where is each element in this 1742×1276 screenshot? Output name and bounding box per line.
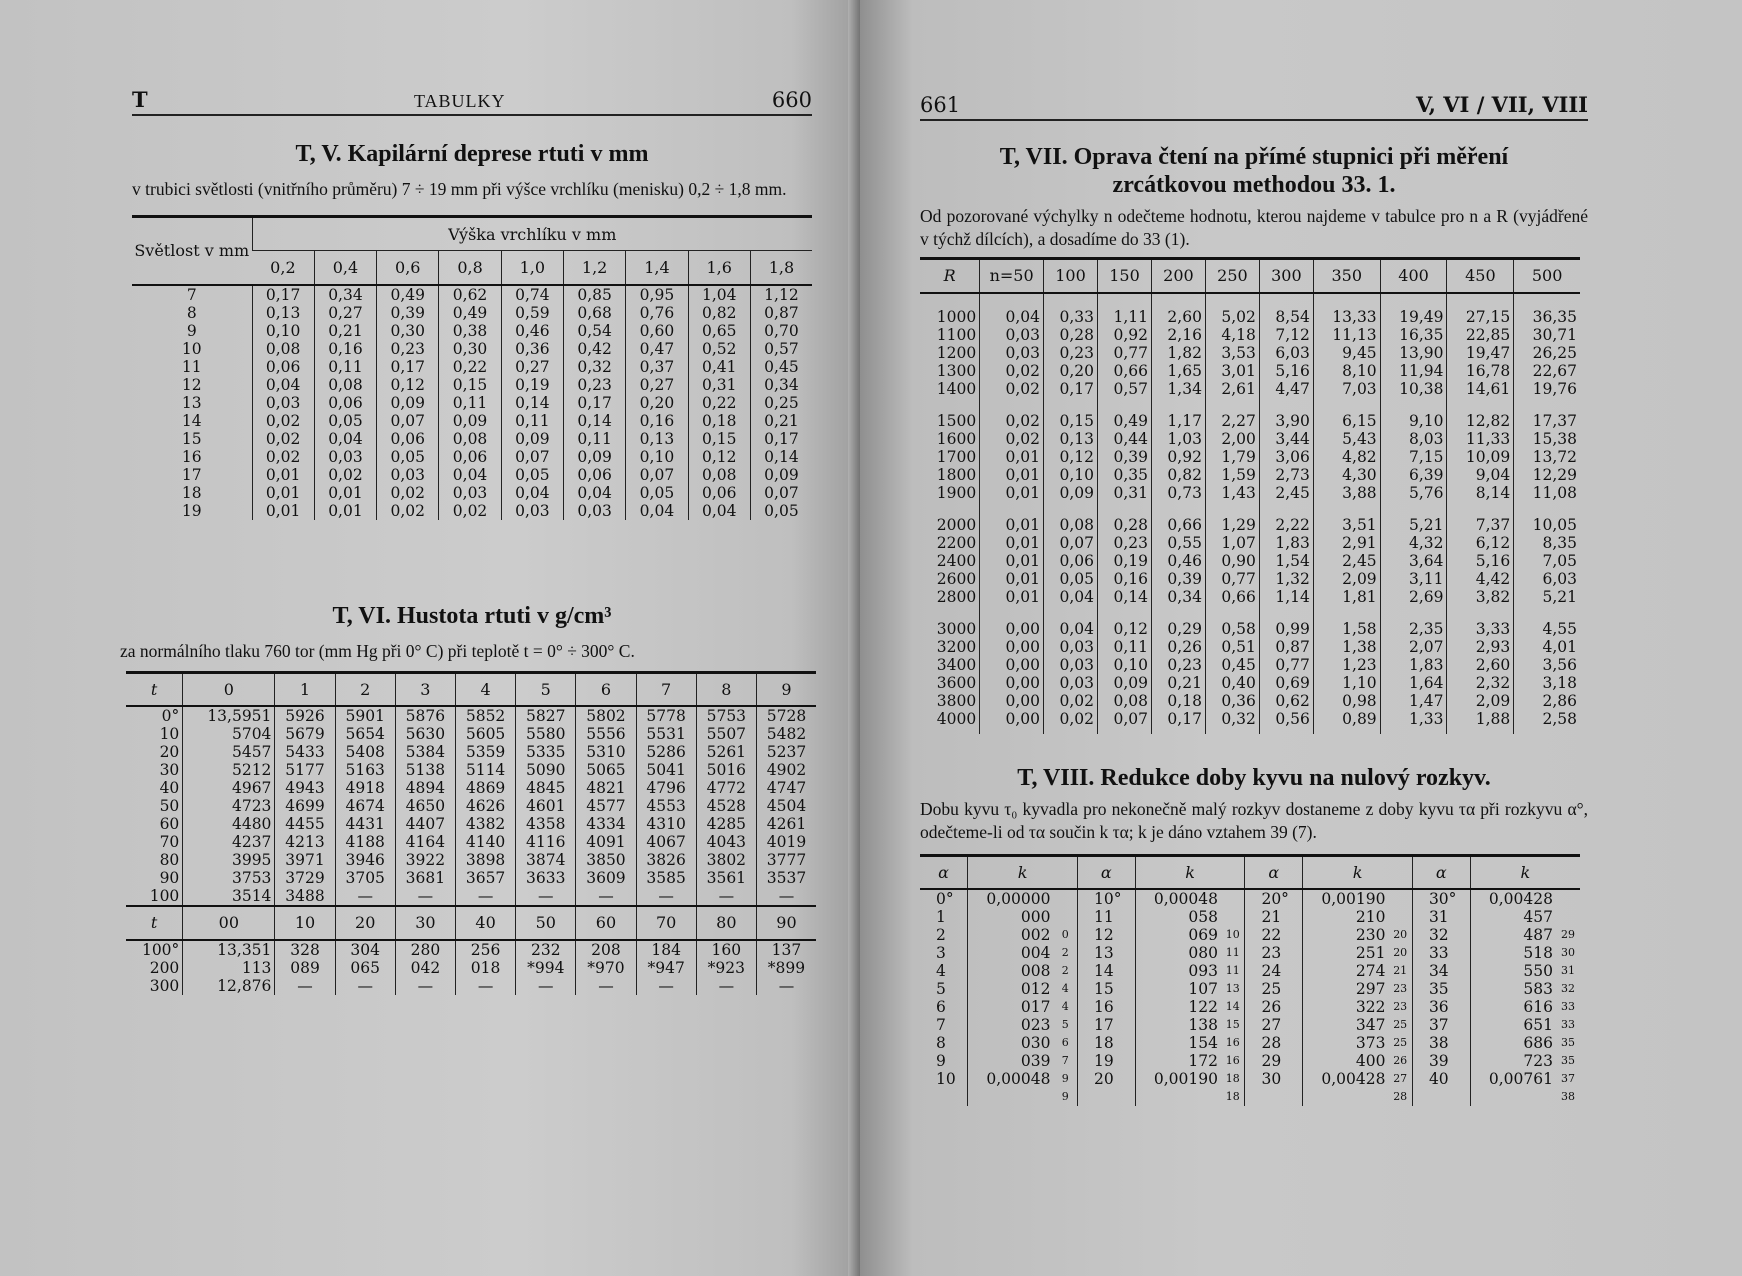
- table-vii-cell: 4,55 4,01 3,56 3,18 2,86 2,58: [1514, 612, 1580, 734]
- table-viii-cell: 10° 11 12 13 14 15 16 17 18 19 20: [1077, 889, 1135, 1106]
- table-vii-col-header: 200: [1151, 259, 1205, 293]
- table-vi-cell: 184 *947 —: [636, 940, 696, 995]
- table-vii-col-header: 250: [1205, 259, 1259, 293]
- running-title: TABULKY: [413, 91, 506, 111]
- table-v-col-header: 1,4: [626, 251, 688, 285]
- table-vii-cell: 8,54 7,12 6,03 5,16 4,47: [1259, 293, 1313, 404]
- table-vii-cell: 1,17 1,03 0,92 0,82 0,73: [1151, 404, 1205, 508]
- table-vii-cell: 0,99 0,87 0,77 0,69 0,62 0,56: [1259, 612, 1313, 734]
- table-vi-col-header-2: 50: [516, 906, 576, 940]
- table-vii-cell: 1500 1600 1700 1800 1900: [936, 411, 977, 502]
- table-viii-cell: 0,00000 000 002 004 008 012 017 023 030 039 0,00048: [968, 889, 1054, 1106]
- table-vii-col-header: n=50: [980, 259, 1044, 293]
- table-vi-col-header: 3: [395, 672, 455, 706]
- table-vi-cell: 232 *994 —: [516, 940, 576, 995]
- table-vii-cell: 2,60 2,16 1,82 1,65 1,34: [1151, 293, 1205, 404]
- table-viii-col-header: k: [968, 855, 1078, 889]
- table-vi-cell: 5728 5482 5237 4902 4747 4504 4261 4019 3777 3537 —: [756, 706, 816, 906]
- table-viii-title: T, VIII. Redukce doby kyvu na nulový rozkyv.: [1017, 764, 1491, 791]
- table-vi-cell: 5901 5654 5408 5163 4918 4674 4431 4188 3946 3705 —: [335, 706, 395, 906]
- table-vi-col-header-2: 40: [455, 906, 515, 940]
- table-vii-title: T, VII. Oprava čtení na přímé stupnici při měření zrcátkovou methodou 33. 1.: [999, 144, 1509, 198]
- table-v-col-header: 0,4: [314, 251, 376, 285]
- right-running-head: [920, 85, 1588, 121]
- table-vi-col-header: 8: [696, 672, 756, 706]
- table-v-cell: 0,47 0,37 0,27 0,20 0,16 0,13 0,10 0,07 0,05 0,04: [626, 340, 688, 520]
- section-letter: T: [132, 87, 148, 112]
- table-vi-cell: 304 065 —: [335, 940, 395, 995]
- table-v-cell: 1,12 0,87 0,70: [750, 285, 812, 340]
- table-vii-cell: 1000 1100 1200 1300 1400: [936, 307, 977, 398]
- table-v-cell: 0,08 0,06 0,04 0,03 0,02 0,02 0,02 0,01 0,01 0,01: [252, 340, 314, 520]
- table-vi-col-header-2: 70: [636, 906, 696, 940]
- table-vii-col-header: 150: [1098, 259, 1152, 293]
- table-vi-title: T, VI. Hustota rtuti v g/cm³: [332, 602, 612, 629]
- table-vii-cell: 0,28 0,23 0,19 0,16 0,14: [1098, 508, 1152, 612]
- table-vii-cell: 0,15 0,13 0,12 0,10 0,09: [1044, 404, 1098, 508]
- table-viii-col-header: α: [1245, 855, 1303, 889]
- table-vii-col-header: 100: [1044, 259, 1098, 293]
- table-vii-cell: 0,08 0,07 0,06 0,05 0,04: [1044, 508, 1098, 612]
- table-vii-cell: 36,35 30,71 26,25 22,67 19,76: [1514, 293, 1580, 404]
- table-vii-col-header: 400: [1380, 259, 1447, 293]
- table-vi-col-header: 2: [335, 672, 395, 706]
- table-v-col-header: 0,8: [439, 251, 501, 285]
- table-vii-col-header: R: [920, 259, 980, 293]
- table-v-col-header: 0,6: [377, 251, 439, 285]
- table-v-title: T, V. Kapilární deprese rtuti v mm: [295, 141, 649, 167]
- table-v-cell: 0,34 0,27 0,21: [314, 285, 376, 340]
- left-page: [0, 0, 860, 1276]
- table-vii-row-group: [920, 508, 1580, 612]
- table-vii-cell: 3,90 3,44 3,06 2,73 2,45: [1259, 404, 1313, 508]
- table-v-cell: 0,30 0,22 0,15 0,11 0,09 0,08 0,06 0,04 0,03 0,02: [439, 340, 501, 520]
- table-viii-cell: 0 2 2 4 4 5 6 7 9 9: [1061, 928, 1069, 1103]
- table-vi-col-header: 7: [636, 672, 696, 706]
- table-vi-col-header-2: 80: [696, 906, 756, 940]
- table-vi-col-header: 5: [516, 672, 576, 706]
- table-v-col-header: 1,8: [750, 251, 812, 285]
- table-vii-cell: 2000 2200 2400 2600 2800: [936, 515, 977, 606]
- table-viii-col-header: k: [1470, 855, 1580, 889]
- table-vi-col-header-2: 10: [275, 906, 335, 940]
- table-vii-cell: 0,02 0,02 0,01 0,01 0,01: [980, 404, 1044, 508]
- table-vi-cell: 280 042 —: [395, 940, 455, 995]
- table-vi-cell: 137 *899 —: [756, 940, 816, 995]
- table-vi-col-header: 0: [183, 672, 275, 706]
- table-vi-cell: 256 018 —: [455, 940, 515, 995]
- table-vi-cell: 160 *923 —: [696, 940, 756, 995]
- table-viii-col-header: k: [1303, 855, 1413, 889]
- table-vi-col-header: t: [126, 672, 183, 706]
- table-vi-cell: 5876 5630 5384 5138 4894 4650 4407 4164 3922 3681 —: [395, 706, 455, 906]
- table-vii-cell: 19,49 16,35 13,90 11,94 10,38: [1380, 293, 1447, 404]
- table-v-row-group: [132, 285, 812, 340]
- table-vii-cell: 27,15 22,85 19,47 16,78 14,61: [1447, 293, 1514, 404]
- table-vi-cell: 0° 10 20 30 40 50 60 70 80 90 100: [149, 707, 180, 905]
- table-vii-description: Od pozorované výchylky n odečteme hodnotu, kterou najdeme v tabulce pro n a R (vyjádřené v týchž dílcích), a dosadíme do 33 (1).: [920, 206, 1588, 249]
- table-vii-col-header: 450: [1447, 259, 1514, 293]
- table-vi-cell: 5802 5556 5310 5065 4821 4577 4334 4091 3850 3609 —: [576, 706, 636, 906]
- table-v-row-header: Světlost v mm: [132, 217, 252, 285]
- table-vi-description: za normálního tlaku 760 tor (mm Hg při 0° C) při teplotě t = 0° ÷ 300° C.: [120, 640, 635, 661]
- table-vi-cell: 100° 200 300: [141, 941, 180, 995]
- table-vii-cell: 0,04 0,03 0,03 0,03 0,02 0,02: [1044, 612, 1098, 734]
- table-vii-col-header: 300: [1259, 259, 1313, 293]
- table-vi-col-header-2: 30: [395, 906, 455, 940]
- table-vii-row-group: [920, 404, 1580, 508]
- table-viii-rows: [920, 889, 1580, 1106]
- table-vii-cell: 1,11 0,92 0,77 0,66 0,57: [1098, 293, 1152, 404]
- table-viii-cell: 20° 21 22 23 24 25 26 27 28 29 30: [1245, 889, 1303, 1106]
- table-vi-cell: 5926 5679 5433 5177 4943 4699 4455 4213 3971 3729 3488: [275, 706, 335, 906]
- table-vii-cell: 0,29 0,26 0,23 0,21 0,18 0,17: [1151, 612, 1205, 734]
- table-vi-cell: 208 *970 —: [576, 940, 636, 995]
- table-viii-col-header: α: [1412, 855, 1470, 889]
- table-vii-cell: 7,37 6,12 5,16 4,42 3,82: [1447, 508, 1514, 612]
- table-vii-cell: 0,04 0,03 0,03 0,02 0,02: [980, 293, 1044, 404]
- table-vi-col-header: 4: [455, 672, 515, 706]
- table-v-row-labels: 10 11 12 13 14 15 16 17 18 19: [181, 339, 202, 520]
- table-v-description: v trubici světlosti (vnitřního průměru) 7 ÷ 19 mm při výšce vrchlíku (menisku) 0,2 ÷ 1,8 mm.: [132, 179, 787, 199]
- table-viii-cell: 0° 1 2 3 4 5 6 7 8 9 10: [936, 890, 956, 1088]
- table-vii-col-header: 350: [1313, 259, 1380, 293]
- table-vi-col-header-2: 60: [576, 906, 636, 940]
- table-v-col-header: 1,2: [563, 251, 625, 285]
- table-vi-cell: 13,5951 5704 5457 5212 4967 4723 4480 4237 3995 3753 3514: [183, 706, 275, 906]
- table-vii-cell: 17,37 15,38 13,72 12,29 11,08: [1514, 404, 1580, 508]
- table-vi-col-header-2: 90: [756, 906, 816, 940]
- table-vii-cell: 3000 3200 3400 3600 3800 4000: [936, 619, 977, 728]
- table-vii-cell: 13,33 11,13 9,45 8,10 7,03: [1313, 293, 1380, 404]
- table-vii-cell: 0,66 0,55 0,46 0,39 0,34: [1151, 508, 1205, 612]
- table-v-cell: 0,36 0,27 0,19 0,14 0,11 0,09 0,07 0,05 0,04 0,03: [501, 340, 563, 520]
- table-vii-cell: 2,22 1,83 1,54 1,32 1,14: [1259, 508, 1313, 612]
- table-v-cell: 0,23 0,17 0,12 0,09 0,07 0,06 0,05 0,03 0,02 0,02: [377, 340, 439, 520]
- table-vii-cell: 12,82 11,33 10,09 9,04 8,14: [1447, 404, 1514, 508]
- table-viii-col-header: k: [1135, 855, 1245, 889]
- table-v-group-header: Výška vrchlíku v mm: [252, 217, 812, 251]
- table-vi-cell: 5753 5507 5261 5016 4772 4528 4285 4043 3802 3561 —: [696, 706, 756, 906]
- table-v-cell: 0,85 0,68 0,54: [563, 285, 625, 340]
- table-vi-cell: 328 089 —: [275, 940, 335, 995]
- table-viii-cell: 0,00190 210 230 251 274 297 322 347 373 400 0,00428: [1303, 889, 1389, 1106]
- table-vi-col-header-2: 20: [335, 906, 395, 940]
- table-vii-cell: 2,27 2,00 1,79 1,59 1,43: [1205, 404, 1259, 508]
- table-viii-col-header: α: [1077, 855, 1135, 889]
- table-vi-cell: 5827 5580 5335 5090 4845 4601 4358 4116 3874 3633 —: [516, 706, 576, 906]
- table-vii-cell: 5,21 4,32 3,64 3,11 2,69: [1380, 508, 1447, 612]
- table-vi-part2-rows: [126, 940, 816, 995]
- right-running-title: V, VI / VII, VIII: [1416, 92, 1588, 117]
- table-vi-col-header: 6: [576, 672, 636, 706]
- table-vi-cell: 5778 5531 5286 5041 4796 4553 4310 4067 3826 3585 —: [636, 706, 696, 906]
- table-v-cell: 0,49 0,39 0,30: [377, 285, 439, 340]
- table-viii-cell: 30° 31 32 33 34 35 36 37 38 39 40: [1412, 889, 1470, 1106]
- table-viii-swing-reduction: [920, 854, 1580, 1107]
- table-vii-cell: 3,33 2,93 2,60 2,32 2,09 1,88: [1447, 612, 1514, 734]
- right-page-number: 661: [920, 93, 961, 117]
- table-vii-cell: 0,33 0,28 0,23 0,20 0,17: [1044, 293, 1098, 404]
- table-viii-cell: 29 30 31 32 33 33 35 35 37 38: [1561, 928, 1575, 1103]
- table-viii-cell: 0,00048 058 069 080 093 107 122 138 154 172 0,00190: [1135, 889, 1221, 1106]
- table-vii-cell: 6,15 5,43 4,82 4,30 3,88: [1313, 404, 1380, 508]
- right-page: [860, 0, 1742, 1276]
- table-viii-cell: 0,00428 457 487 518 550 583 616 651 686 723 0,00761: [1470, 889, 1556, 1106]
- table-v-cell: 0,16 0,11 0,08 0,06 0,05 0,04 0,03 0,02 0,01 0,01: [314, 340, 376, 520]
- table-v-row-labels: 7 8 9: [186, 285, 197, 340]
- table-vii-cell: 0,01 0,01 0,01 0,01 0,01: [980, 508, 1044, 612]
- table-v-col-header: 1,0: [501, 251, 563, 285]
- table-vi-col-header: 1: [275, 672, 335, 706]
- right-page-content: [920, 85, 1588, 1106]
- table-vii-cell: 10,05 8,35 7,05 6,03 5,21: [1514, 508, 1580, 612]
- table-vii-cell: 0,12 0,11 0,10 0,09 0,08 0,07: [1098, 612, 1152, 734]
- table-vii-cell: 3,51 2,91 2,45 2,09 1,81: [1313, 508, 1380, 612]
- table-vii-cell: 0,49 0,44 0,39 0,35 0,31: [1098, 404, 1152, 508]
- table-vi-cell: 13,351 113 12,876: [183, 940, 275, 995]
- table-vi-part1-rows: [126, 706, 816, 906]
- table-vi-mercury-density: [126, 671, 816, 996]
- table-viii-col-header: α: [920, 855, 968, 889]
- table-vii-cell: 1,29 1,07 0,90 0,77 0,66: [1205, 508, 1259, 612]
- table-vii-col-header: 500: [1514, 259, 1580, 293]
- table-vi-col-header-2: 00: [183, 906, 275, 940]
- table-vi-cell: 5852 5605 5359 5114 4869 4626 4382 4140 3898 3657 —: [455, 706, 515, 906]
- table-vii-row-group: [920, 612, 1580, 734]
- table-viii-description: Dobu kyvu τ₀ kyvadla pro nekonečně malý rozkyv dostaneme z doby kyvu τα při rozkyvu α°, odečteme-li od τα součin k τα; k je dáno vztahem 39 (7).: [920, 798, 1588, 842]
- table-viii-cell: 10 11 11 13 14 15 16 16 18 18: [1225, 928, 1240, 1103]
- table-vii-cell: 0,00 0,00 0,00 0,00 0,00 0,00: [980, 612, 1044, 734]
- table-v-cell: 0,74 0,59 0,46: [501, 285, 563, 340]
- table-v-col-header: 0,2: [252, 251, 314, 285]
- table-vii-cell: 9,10 8,03 7,15 6,39 5,76: [1380, 404, 1447, 508]
- left-page-number: 660: [771, 88, 812, 112]
- table-vii-row-group: [920, 293, 1580, 404]
- table-v-cell: 0,42 0,32 0,23 0,17 0,14 0,11 0,09 0,06 0,04 0,03: [563, 340, 625, 520]
- left-running-head: [132, 80, 812, 116]
- table-vi-col-header-2: t: [126, 906, 183, 940]
- table-vii-cell: 5,02 4,18 3,53 3,01 2,61: [1205, 293, 1259, 404]
- table-v-cell: 0,17 0,13 0,10: [252, 285, 314, 340]
- table-v-cell: 0,57 0,45 0,34 0,25 0,21 0,17 0,14 0,09 0,07 0,05: [750, 340, 812, 520]
- table-vii-cell: 1,58 1,38 1,23 1,10 0,98 0,89: [1313, 612, 1380, 734]
- table-vii-cell: 2,35 2,07 1,83 1,64 1,47 1,33: [1380, 612, 1447, 734]
- table-v-row-group: [132, 340, 812, 520]
- table-viii-cell: 20 20 21 23 23 25 25 26 27 28: [1393, 928, 1408, 1103]
- table-v-cell: 1,04 0,82 0,65: [688, 285, 750, 340]
- table-v-capillary-depression: [132, 215, 812, 520]
- table-v-cell: 0,62 0,49 0,38: [439, 285, 501, 340]
- table-vii-cell: 0,58 0,51 0,45 0,40 0,36 0,32: [1205, 612, 1259, 734]
- table-vi-col-header: 9: [756, 672, 816, 706]
- left-page-content: [120, 80, 812, 995]
- table-v-col-header: 1,6: [688, 251, 750, 285]
- table-vii-scale-correction: [920, 257, 1580, 734]
- table-v-cell: 0,52 0,41 0,31 0,22 0,18 0,15 0,12 0,08 0,06 0,04: [688, 340, 750, 520]
- table-v-cell: 0,95 0,76 0,60: [626, 285, 688, 340]
